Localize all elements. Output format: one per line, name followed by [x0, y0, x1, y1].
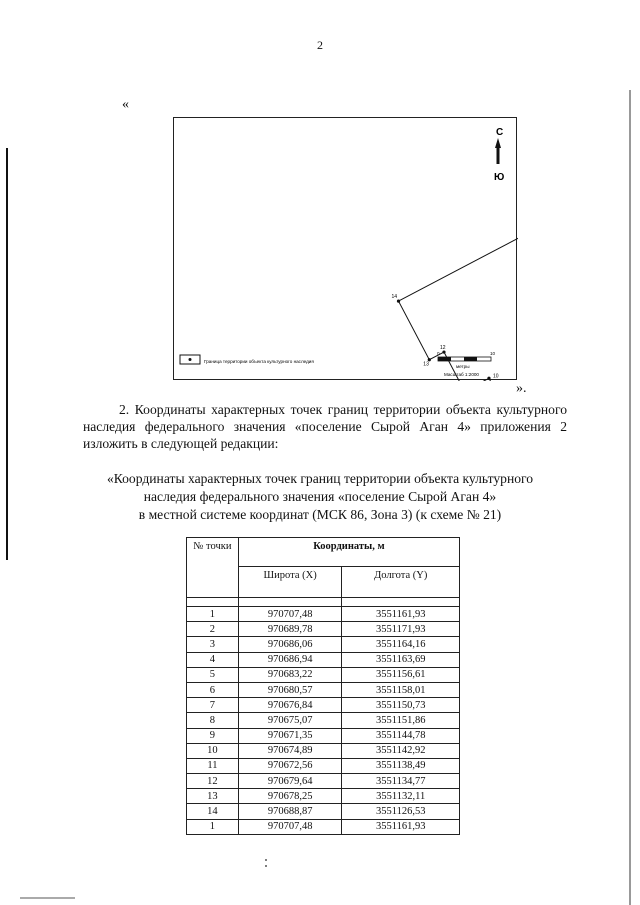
cell-point-number: 6: [187, 682, 239, 697]
cell-longitude: 3551163,69: [342, 652, 460, 667]
cell-latitude: 970672,56: [238, 758, 342, 773]
cell-latitude: 970689,78: [238, 622, 342, 637]
cell-latitude: 970676,84: [238, 698, 342, 713]
cell-point-number: 5: [187, 667, 239, 682]
cell-longitude: 3551138,49: [342, 758, 460, 773]
table-title-line-2: наследия федерального значения «поселение Сырой Аган 4»: [143, 489, 497, 504]
cell-longitude: 3551151,86: [342, 713, 460, 728]
table-title-line-1: «Координаты характерных точек границ территории объекта культурного: [106, 471, 534, 486]
scale-text: Масштаб 1:2000: [444, 372, 479, 377]
scale-unit: метры: [456, 364, 470, 369]
point-label: 10: [492, 373, 499, 380]
cell-point-number: 12: [187, 774, 239, 789]
cell-longitude: 3551142,92: [342, 743, 460, 758]
header-point-number: № точки: [187, 538, 239, 598]
legend-text: Граница территории объекта культурного наследия: [204, 359, 314, 364]
cell-point-number: 1: [187, 819, 239, 834]
point-label: 13: [423, 361, 429, 368]
cell-latitude: 970686,06: [238, 637, 342, 652]
header-coordinates: Координаты, м: [238, 538, 459, 567]
cell-latitude: 970675,07: [238, 713, 342, 728]
page-number: 2: [317, 38, 323, 52]
cell-point-number: 9: [187, 728, 239, 743]
cell-point-number: 14: [187, 804, 239, 819]
paragraph-text: 2. Координаты характерных точек границ территории объекта культурного наследия федерального значения «поселение Сырой Аган 4» приложения 2 изложить в следующей редакции:: [83, 402, 567, 451]
header-latitude: Широта (X): [238, 567, 342, 598]
table-title-line-3: в местной системе координат (МСК 86, Зона 3) (к схеме № 21): [138, 507, 502, 522]
cell-point-number: 3: [187, 637, 239, 652]
cell-longitude: 3551144,78: [342, 728, 460, 743]
cell-latitude: 970686,94: [238, 652, 342, 667]
cell-longitude: 3551126,53: [342, 804, 460, 819]
cell-point-number: 2: [187, 622, 239, 637]
scale-end: 10: [490, 351, 496, 356]
cell-longitude: 3551132,11: [342, 789, 460, 804]
cell-latitude: 970707,48: [238, 607, 342, 622]
point-label: 12: [439, 345, 446, 352]
cell-latitude: 970678,25: [238, 789, 342, 804]
cell-point-number: 13: [187, 789, 239, 804]
opening-quote: «: [122, 97, 129, 112]
cell-point-number: 4: [187, 652, 239, 667]
cell-longitude: 3551171,93: [342, 622, 460, 637]
scale-start: 0: [437, 351, 440, 356]
cell-longitude: 3551164,16: [342, 637, 460, 652]
cell-longitude: 3551156,61: [342, 667, 460, 682]
south-label: Ю: [494, 172, 505, 183]
cell-longitude: 3551134,77: [342, 774, 460, 789]
cell-latitude: 970688,87: [238, 804, 342, 819]
point-label: 14: [391, 294, 398, 301]
cell-point-number: 1: [187, 607, 239, 622]
cell-point-number: 11: [187, 758, 239, 773]
cell-latitude: 970683,22: [238, 667, 342, 682]
cell-point-number: 7: [187, 698, 239, 713]
closing-quote: ».: [516, 381, 527, 396]
cell-latitude: 970671,35: [238, 728, 342, 743]
cell-longitude: 3551150,73: [342, 698, 460, 713]
cell-latitude: 970680,57: [238, 682, 342, 697]
cell-latitude: 970679,64: [238, 774, 342, 789]
cell-longitude: 3551161,93: [342, 607, 460, 622]
north-label: С: [496, 127, 504, 138]
cell-longitude: 3551158,01: [342, 682, 460, 697]
cell-point-number: 8: [187, 713, 239, 728]
cell-latitude: 970674,89: [238, 743, 342, 758]
cell-longitude: 3551161,93: [342, 819, 460, 834]
cell-point-number: 10: [187, 743, 239, 758]
header-longitude: Долгота (Y): [342, 567, 460, 598]
cell-latitude: 970707,48: [238, 819, 342, 834]
